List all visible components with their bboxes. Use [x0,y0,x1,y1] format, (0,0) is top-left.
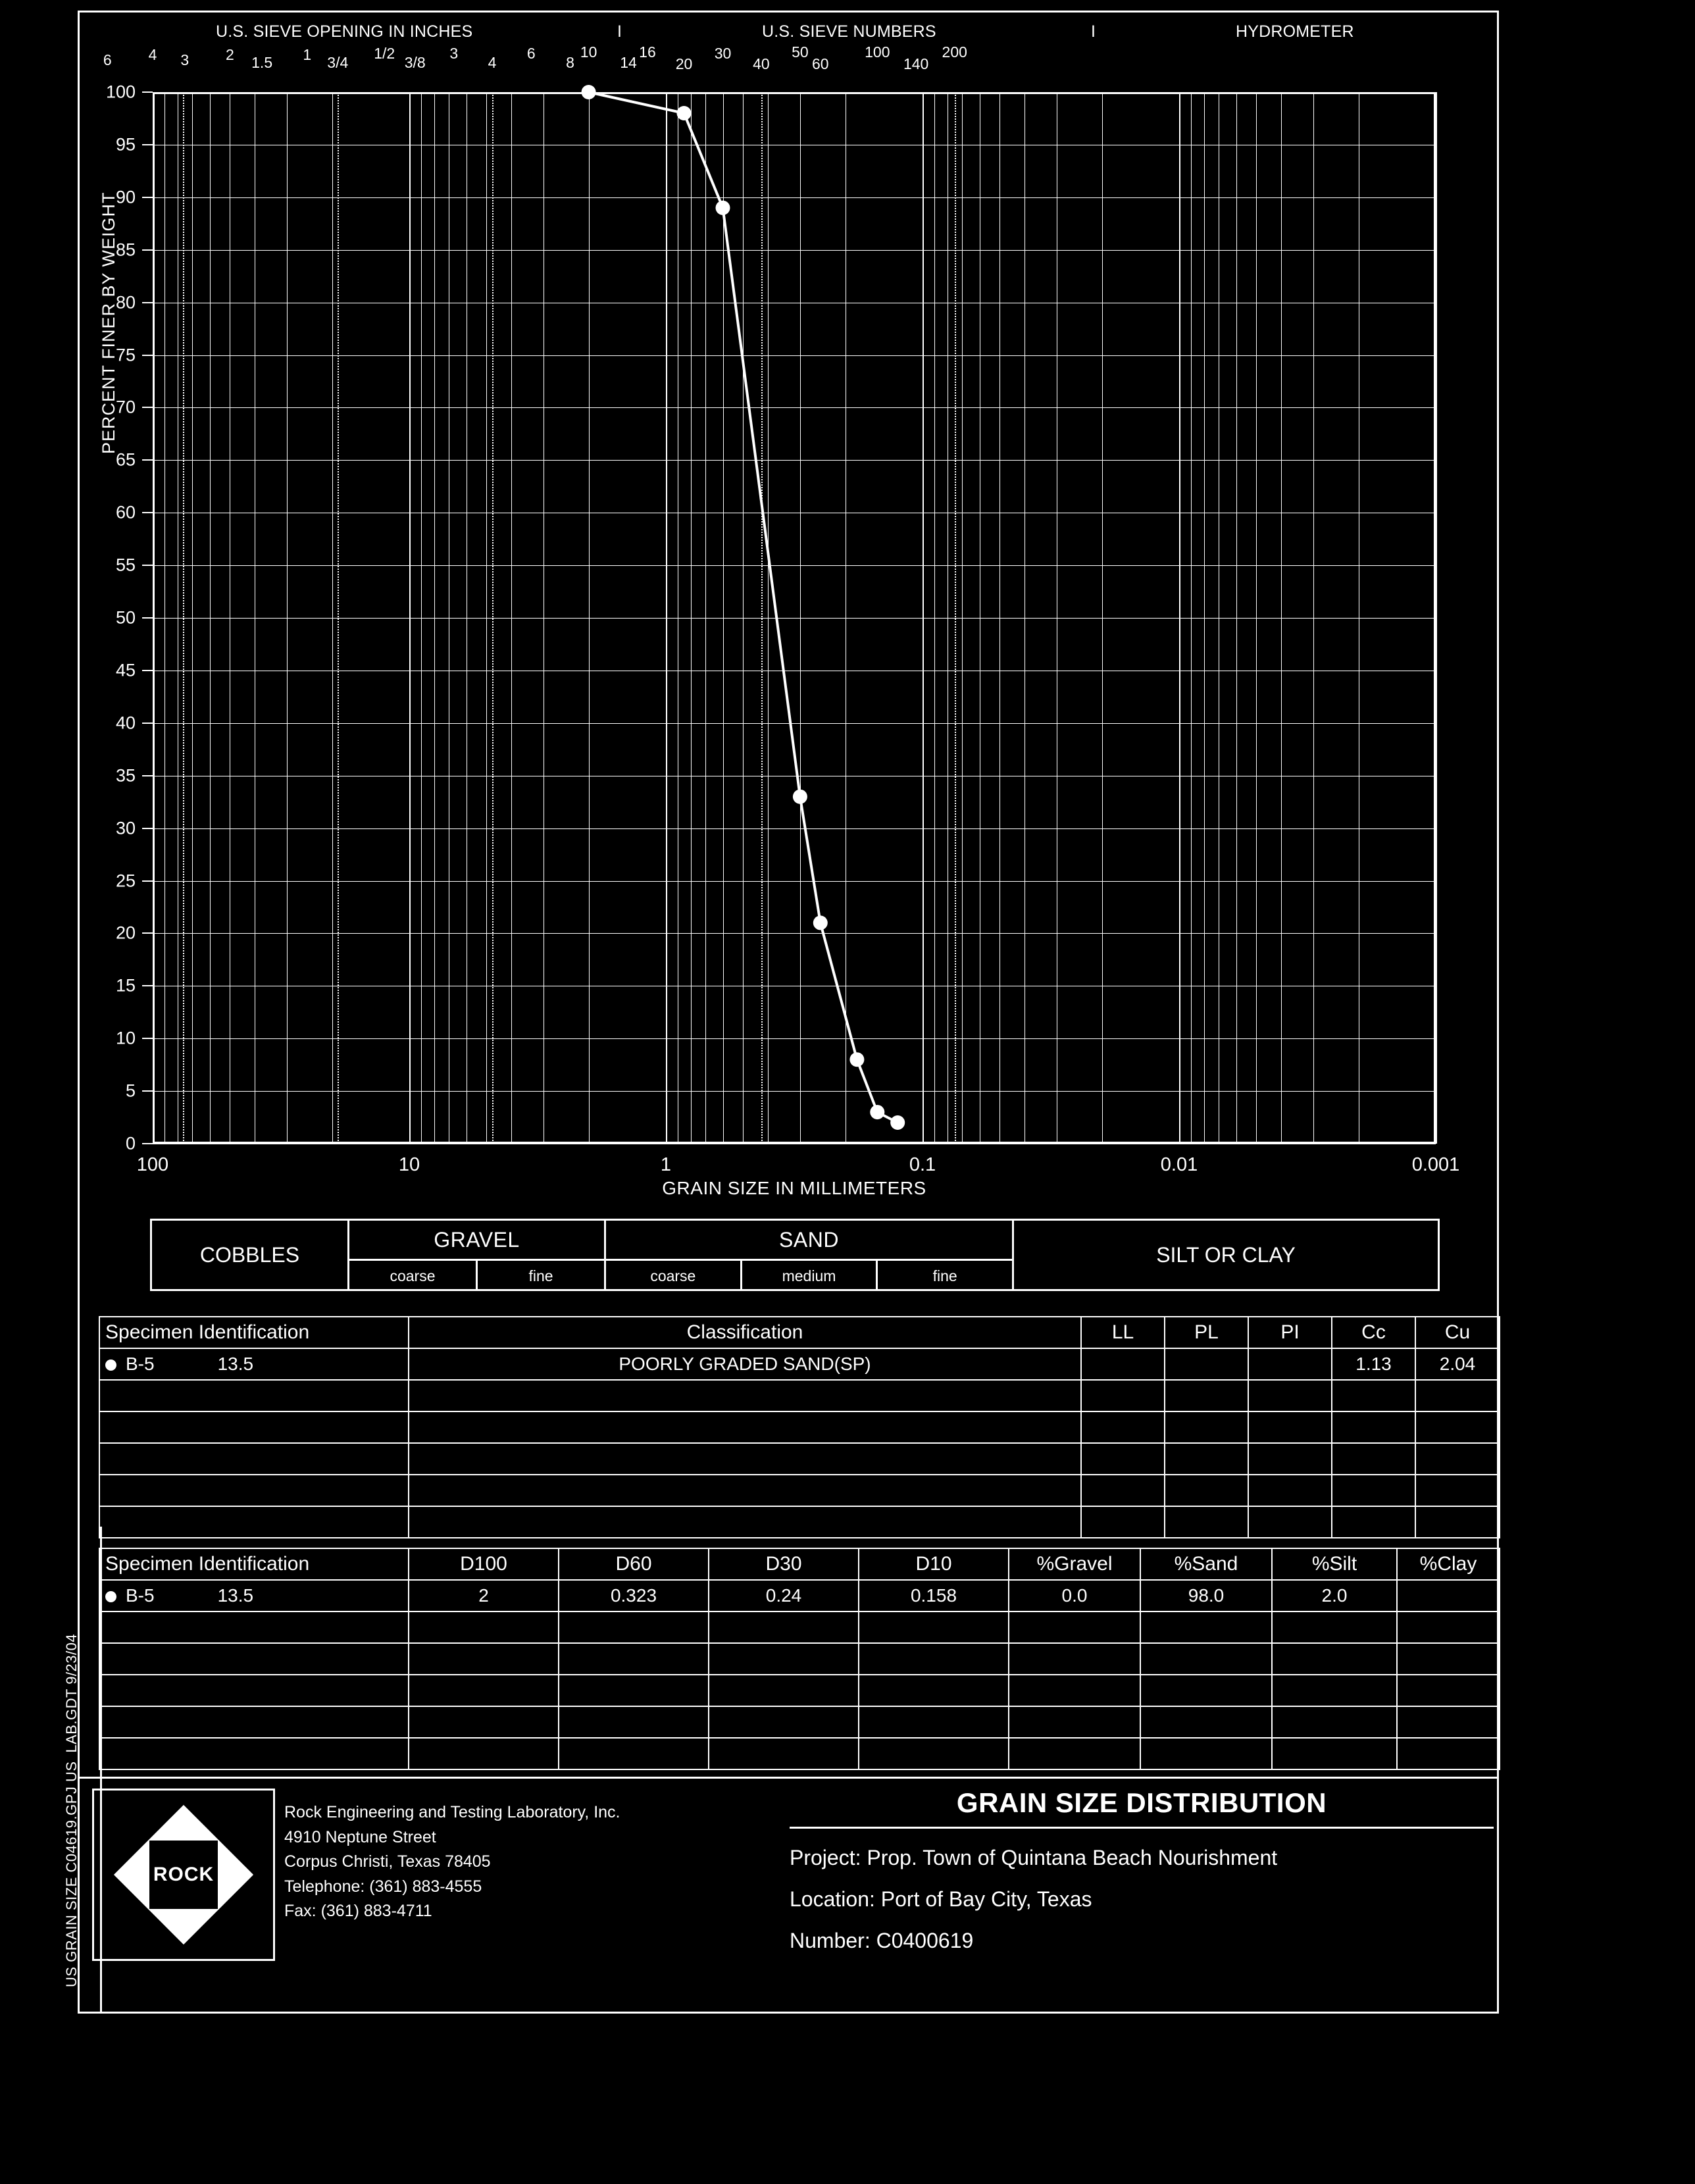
cell-classification [409,1380,1081,1411]
specimen-id: B-5 [126,1585,155,1606]
cell-d30 [709,1643,859,1675]
title-block [790,1787,1494,1953]
th-d30: D30 [709,1548,859,1580]
sieve-size-label: 2 [225,46,234,63]
lab-city: Corpus Christi, Texas 78405 [284,1852,491,1871]
y-tick-mark [142,1143,153,1144]
sieve-size-label: 6 [103,51,112,68]
number-line: Number: C0400619 [790,1929,974,1952]
y-tick-label: 55 [115,555,136,575]
cell-cc [1332,1411,1415,1443]
cell-gravel [1009,1706,1140,1738]
cell-gravel [1009,1612,1140,1643]
cell-specimen [99,1506,409,1538]
sieve-size-label: 3/4 [327,54,349,71]
logo-text: ROCK [149,1841,218,1909]
cell-d100 [409,1612,559,1643]
th-pct-silt: %Silt [1272,1548,1397,1580]
sieve-size-label: 6 [526,45,536,62]
sieve-size-label: 1 [303,46,312,63]
sieve-size-label: 4 [148,46,157,63]
cell-gravel [1009,1738,1140,1769]
band-sand-coarse: coarse [606,1261,742,1291]
cell-d10 [859,1738,1009,1769]
sieve-size-label: 1.5 [251,54,273,71]
cell-silt [1272,1738,1397,1769]
y-tick-mark [142,828,153,829]
y-tick-mark [142,565,153,566]
band-sand [606,1221,1014,1289]
sieve-header-row [78,22,1499,49]
th-cu: Cu [1415,1317,1500,1348]
gridline-vertical [1436,92,1437,1144]
cell-clay [1397,1675,1500,1706]
th-cc: Cc [1332,1317,1415,1348]
lab-fax: Fax: (361) 883-4711 [284,1902,432,1920]
band-gravel-label: GRAVEL [434,1227,520,1252]
data-point [716,201,730,215]
cell-pi [1248,1411,1332,1443]
table-row[interactable] [99,1643,1500,1675]
cell-sand [1140,1612,1272,1643]
cell-pl [1165,1380,1248,1411]
cell-d60 [559,1612,709,1643]
cell-pi [1248,1380,1332,1411]
y-tick-mark [142,249,153,251]
y-tick-mark [142,880,153,882]
cell-specimen [99,1675,409,1706]
cell-cu [1415,1506,1500,1538]
cell-sand [1140,1675,1272,1706]
th-specimen-id: Specimen Identification [99,1317,409,1348]
cell-sand [1140,1706,1272,1738]
cell-d60 [559,1706,709,1738]
th-pi: PI [1248,1317,1332,1348]
cell-gravel [1009,1675,1140,1706]
th-pl: PL [1165,1317,1248,1348]
table-row[interactable] [99,1506,1500,1538]
cell-cu [1415,1411,1500,1443]
y-tick-mark [142,459,153,461]
y-tick-label: 5 [125,1080,136,1101]
band-gravel-coarse: coarse [349,1261,478,1291]
band-sand-label: SAND [779,1227,839,1252]
cell-ll [1081,1348,1165,1380]
sieve-size-label: 200 [942,43,967,61]
th-classification: Classification [409,1317,1081,1348]
sieve-size-label: 30 [714,45,732,62]
y-tick-mark [142,302,153,303]
y-axis-title: PERCENT FINER BY WEIGHT [99,191,118,454]
cell-specimen [99,1411,409,1443]
th-pct-gravel: %Gravel [1009,1548,1140,1580]
y-tick-mark [142,985,153,986]
cell-d10 [859,1643,1009,1675]
cell-cu [1415,1380,1500,1411]
cell-clay [1397,1612,1500,1643]
cell-silt [1272,1612,1397,1643]
cell-d10 [859,1706,1009,1738]
cell-specimen [99,1443,409,1475]
sieve-size-label: 16 [639,43,656,61]
cell-d10 [859,1675,1009,1706]
cell-silt [1272,1706,1397,1738]
cell-classification [409,1411,1081,1443]
cell-pl [1165,1411,1248,1443]
data-point [677,106,692,120]
title-divider [790,1827,1494,1829]
sieve-size-label: 50 [792,43,809,61]
y-tick-label: 25 [115,871,136,890]
cell-d60 [559,1643,709,1675]
cell-clay [1397,1738,1500,1769]
cell-pl [1165,1475,1248,1506]
x-tick-label: 10 [398,1154,420,1175]
x-tick-label: 100 [136,1154,169,1175]
y-tick-mark [142,91,153,93]
cell-d60 [559,1738,709,1769]
series-marker-icon [105,1591,116,1602]
th-pct-clay: %Clay [1397,1548,1500,1580]
cell-pl [1165,1348,1248,1380]
cell-ll [1081,1506,1165,1538]
cell-clay [1397,1643,1500,1675]
lab-company-name: Rock Engineering and Testing Laboratory, Inc. [284,1803,620,1821]
classification-table [99,1316,1500,1538]
cell-cu [1415,1443,1500,1475]
y-tick-label: 0 [125,1133,136,1154]
cell-sand [1140,1738,1272,1769]
sieve-size-label: 40 [753,55,770,72]
sieve-size-label: 1/2 [374,45,395,62]
th-pct-sand: %Sand [1140,1548,1272,1580]
band-silt-or-clay-label: SILT OR CLAY [1156,1242,1296,1267]
cell-pi [1248,1443,1332,1475]
sieve-size-label: 3 [449,45,459,62]
y-tick-mark [142,723,153,724]
table-row[interactable] [99,1580,1500,1612]
hydrometer-title: HYDROMETER [1236,22,1354,41]
cell-d10 [859,1612,1009,1643]
cell-cu: 2.04 [1415,1348,1500,1380]
band-silt-or-clay [1014,1221,1438,1289]
table-row[interactable] [99,1706,1500,1738]
data-curve [153,92,1436,1144]
cell-specimen [99,1706,409,1738]
lab-address-block [284,1800,771,1924]
y-tick-mark [142,932,153,934]
y-tick-label: 80 [115,292,136,313]
y-tick-mark [142,512,153,513]
location-line: Location: Port of Bay City, Texas [790,1887,1092,1911]
sieve-size-label: 8 [566,54,574,71]
y-tick-label: 85 [115,240,136,260]
cell-d100 [409,1643,559,1675]
cell-cc [1332,1380,1415,1411]
lab-telephone: Telephone: (361) 883-4555 [284,1877,482,1896]
cell-d100 [409,1738,559,1769]
cell-d30: 0.24 [709,1580,859,1612]
specimen-depth: 13.5 [217,1354,254,1374]
sieve-size-label: 10 [580,43,597,61]
cell-pl [1165,1506,1248,1538]
cell-cc: 1.13 [1332,1348,1415,1380]
x-tick-label: 0.001 [1411,1154,1460,1175]
data-point [890,1115,905,1130]
y-tick-label: 70 [115,397,136,417]
cell-pl [1165,1443,1248,1475]
cell-gravel: 0.0 [1009,1580,1140,1612]
cell-specimen [99,1738,409,1769]
y-tick-label: 60 [115,502,136,522]
th-specimen-id-2: Specimen Identification [99,1548,409,1580]
cell-d100 [409,1675,559,1706]
cell-classification: POORLY GRADED SAND(SP) [409,1348,1081,1380]
cell-specimen [99,1380,409,1411]
header-divider-1: I [617,22,622,41]
th-d100: D100 [409,1548,559,1580]
y-tick-label: 75 [115,345,136,365]
y-tick-label: 95 [115,134,136,155]
cell-ll [1081,1411,1165,1443]
y-tick-label: 20 [115,923,136,943]
band-sand-fine: fine [932,1267,957,1284]
y-tick-mark [142,617,153,619]
project-line: Project: Prop. Town of Quintana Beach Nourishment [790,1846,1278,1869]
gradation-table [99,1548,1500,1770]
y-tick-label: 10 [115,1028,136,1048]
data-point [849,1052,864,1067]
cell-clay [1397,1706,1500,1738]
sieve-size-label: 140 [903,55,929,72]
sieve-size-label: 3 [180,51,190,68]
table-row[interactable] [99,1675,1500,1706]
sieve-size-label: 14 [620,54,637,71]
table-header-row [99,1548,1500,1580]
band-gravel-fine: fine [528,1267,553,1284]
y-tick-mark [142,775,153,776]
table-row[interactable] [99,1443,1500,1475]
cell-silt [1272,1675,1397,1706]
th-d60: D60 [559,1548,709,1580]
cell-sand: 98.0 [1140,1580,1272,1612]
y-tick-mark [142,355,153,356]
cell-silt [1272,1643,1397,1675]
sieve-size-label: 3/8 [404,54,426,71]
band-cobbles-label: COBBLES [199,1242,300,1267]
y-tick-label: 90 [115,187,136,207]
soil-classification-band [150,1219,1440,1291]
series-line [589,92,898,1123]
y-tick-mark [142,670,153,671]
x-tick-label: 0.01 [1160,1154,1198,1175]
cell-d30 [709,1675,859,1706]
table-header-row [99,1317,1500,1348]
cell-d30 [709,1738,859,1769]
file-reference-label: US GRAIN SIZE C04619.GPJ US_LAB.GDT 9/23/04 [63,1633,80,1987]
table-row[interactable] [99,1380,1500,1411]
band-gravel [349,1221,606,1289]
cell-ll [1081,1475,1165,1506]
sieve-size-label: 100 [865,43,890,61]
y-tick-mark [142,144,153,145]
x-axis-title: GRAIN SIZE IN MILLIMETERS [662,1178,926,1198]
table-row[interactable] [99,1612,1500,1643]
sieve-size-label: 20 [675,55,693,72]
cell-clay [1397,1580,1500,1612]
cell-specimen [99,1475,409,1506]
band-sand-medium: medium [742,1261,878,1291]
cell-specimen [99,1348,409,1380]
sieve-size-label: 60 [812,55,829,72]
data-point [793,790,807,804]
cell-cc [1332,1475,1415,1506]
th-d10: D10 [859,1548,1009,1580]
cell-cc [1332,1506,1415,1538]
series-marker-icon [105,1359,116,1371]
y-tick-label: 15 [115,975,136,996]
cell-d30 [709,1706,859,1738]
table-row[interactable] [99,1348,1500,1380]
cell-sand [1140,1643,1272,1675]
cell-cu [1415,1475,1500,1506]
cell-gravel [1009,1643,1140,1675]
header-divider-2: I [1091,22,1096,41]
cell-specimen [99,1643,409,1675]
logo-diamond-shape [114,1805,253,1944]
table-row[interactable] [99,1738,1500,1769]
cell-pi [1248,1475,1332,1506]
cell-d60: 0.323 [559,1580,709,1612]
data-point [870,1105,884,1119]
x-tick-label: 0.1 [909,1154,936,1175]
band-cobbles [152,1221,349,1289]
cell-pi [1248,1348,1332,1380]
th-ll: LL [1081,1317,1165,1348]
company-logo [92,1789,275,1961]
cell-silt: 2.0 [1272,1580,1397,1612]
y-tick-label: 40 [115,713,136,733]
y-tick-label: 35 [115,765,136,786]
y-tick-mark [142,1090,153,1092]
y-tick-mark [142,197,153,198]
cell-d30 [709,1612,859,1643]
y-tick-label: 65 [115,449,136,470]
cell-specimen [99,1580,409,1612]
y-tick-label: 100 [105,82,136,102]
x-tick-label: 1 [660,1154,672,1175]
y-tick-label: 50 [115,607,136,628]
cell-specimen [99,1612,409,1643]
data-point [582,85,596,99]
cell-d60 [559,1675,709,1706]
sieve-size-label: 4 [488,54,497,71]
specimen-id: B-5 [126,1354,155,1374]
cell-classification [409,1475,1081,1506]
cell-classification [409,1443,1081,1475]
cell-cc [1332,1443,1415,1475]
cell-d100 [409,1706,559,1738]
data-point [813,915,828,930]
cell-ll [1081,1380,1165,1411]
sieve-numbers-title: U.S. SIEVE NUMBERS [762,22,936,41]
specimen-depth: 13.5 [217,1585,254,1606]
cell-d100: 2 [409,1580,559,1612]
y-tick-mark [142,1038,153,1039]
report-title: GRAIN SIZE DISTRIBUTION [956,1787,1327,1818]
y-tick-mark [142,407,153,408]
cell-pi [1248,1506,1332,1538]
cell-classification [409,1506,1081,1538]
table-row[interactable] [99,1411,1500,1443]
y-tick-label: 45 [115,660,136,680]
cell-d10: 0.158 [859,1580,1009,1612]
table-row[interactable] [99,1475,1500,1506]
y-tick-label: 30 [115,818,136,838]
lab-street: 4910 Neptune Street [284,1827,436,1846]
sieve-opening-title: U.S. SIEVE OPENING IN INCHES [216,22,473,41]
cell-ll [1081,1443,1165,1475]
